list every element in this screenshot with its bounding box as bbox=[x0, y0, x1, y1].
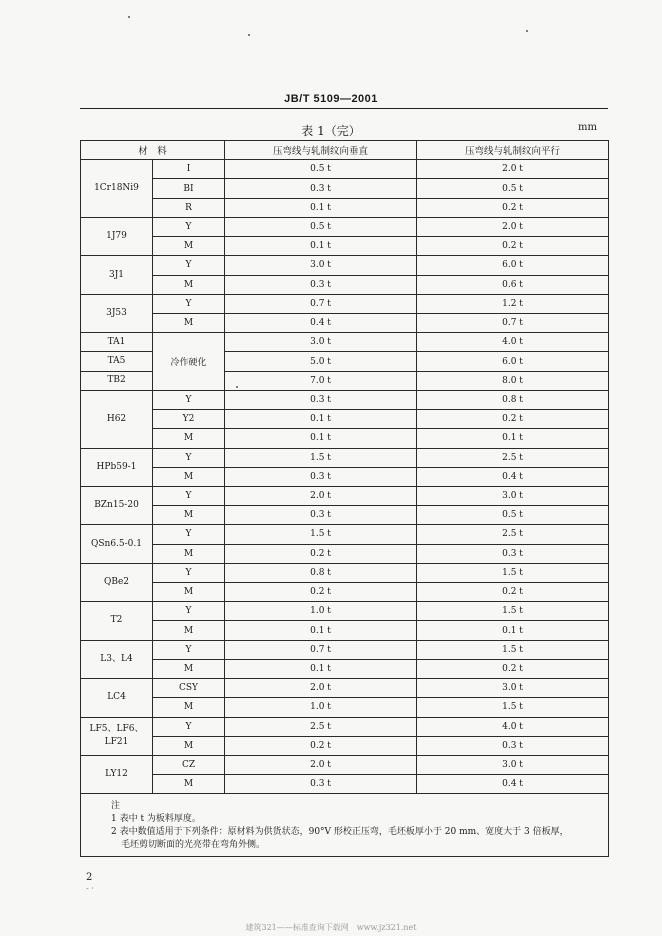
table-row bbox=[81, 217, 609, 236]
state-cell: M bbox=[153, 583, 225, 602]
state-cell: Y bbox=[153, 390, 225, 409]
state-cell: CSY bbox=[153, 679, 225, 698]
state-cell: M bbox=[153, 237, 225, 256]
table-row bbox=[81, 698, 609, 717]
para-value-cell: 0.8 t bbox=[417, 390, 609, 409]
table-row bbox=[81, 717, 609, 736]
state-cell: M bbox=[153, 429, 225, 448]
perp-value-cell: 3.0 t bbox=[225, 256, 417, 275]
material-cell: H62 bbox=[81, 390, 153, 448]
state-cell: 冷作硬化 bbox=[153, 333, 225, 391]
perp-value-cell: 0.1 t bbox=[225, 429, 417, 448]
table-row bbox=[81, 275, 609, 294]
perp-value-cell: 0.3 t bbox=[225, 467, 417, 486]
notes-title: 注 bbox=[111, 801, 121, 812]
para-value-cell: 2.0 t bbox=[417, 160, 609, 179]
perp-value-cell: 0.1 t bbox=[225, 237, 417, 256]
para-value-cell: 1.5 t bbox=[417, 602, 609, 621]
state-cell: Y bbox=[153, 294, 225, 313]
state-cell: M bbox=[153, 698, 225, 717]
para-value-cell: 0.2 t bbox=[417, 237, 609, 256]
para-value-cell: 0.6 t bbox=[417, 275, 609, 294]
table-row bbox=[81, 410, 609, 429]
material-cell: QSn6.5-0.1 bbox=[81, 525, 153, 563]
state-cell: M bbox=[153, 659, 225, 678]
watermark-footer: 建筑321——标准查询下载网 www.jz321.net bbox=[245, 923, 417, 932]
para-value-cell: 4.0 t bbox=[417, 333, 609, 352]
perp-value-cell: 0.5 t bbox=[225, 160, 417, 179]
material-cell: T2 bbox=[81, 602, 153, 640]
notes-row bbox=[81, 794, 609, 857]
state-cell: Y bbox=[153, 217, 225, 236]
header-rule bbox=[80, 108, 608, 109]
table-row bbox=[81, 659, 609, 678]
material-cell: HPb59-1 bbox=[81, 448, 153, 486]
para-value-cell: 0.1 t bbox=[417, 429, 609, 448]
material-cell: LC4 bbox=[81, 679, 153, 717]
perp-value-cell: 0.1 t bbox=[225, 659, 417, 678]
perp-value-cell: 1.5 t bbox=[225, 525, 417, 544]
state-cell: M bbox=[153, 275, 225, 294]
state-cell: M bbox=[153, 467, 225, 486]
table-header-row bbox=[81, 141, 609, 160]
table-row bbox=[81, 179, 609, 198]
para-value-cell: 1.5 t bbox=[417, 698, 609, 717]
material-cell: BZn15-20 bbox=[81, 486, 153, 524]
state-cell: Y bbox=[153, 717, 225, 736]
material-cell: TA1 bbox=[81, 333, 153, 352]
state-cell: Y bbox=[153, 563, 225, 582]
note-1: 1 表中 t 为板料厚度。 bbox=[111, 814, 201, 825]
perp-value-cell: 3.0 t bbox=[225, 333, 417, 352]
table-row bbox=[81, 237, 609, 256]
perp-value-cell: 0.2 t bbox=[225, 544, 417, 563]
perp-value-cell: 0.3 t bbox=[225, 179, 417, 198]
para-value-cell: 1.5 t bbox=[417, 563, 609, 582]
state-cell: BI bbox=[153, 179, 225, 198]
table-caption: 表 1（完） bbox=[301, 124, 361, 138]
perp-value-cell: 1.0 t bbox=[225, 698, 417, 717]
header-perpendicular: 压弯线与轧制纹向垂直 bbox=[225, 141, 417, 160]
para-value-cell: 0.3 t bbox=[417, 544, 609, 563]
table-row bbox=[81, 448, 609, 467]
page-number: 2 bbox=[86, 872, 93, 883]
perp-value-cell: 1.0 t bbox=[225, 602, 417, 621]
perp-value-cell: 2.0 t bbox=[225, 679, 417, 698]
perp-value-cell: 2.0 t bbox=[225, 756, 417, 775]
state-cell: CZ bbox=[153, 756, 225, 775]
perp-value-cell: 0.4 t bbox=[225, 313, 417, 332]
material-cell: 3J53 bbox=[81, 294, 153, 332]
scan-speck bbox=[248, 34, 250, 36]
scan-speck bbox=[526, 30, 528, 32]
unit-label: mm bbox=[578, 122, 597, 133]
para-value-cell: 6.0 t bbox=[417, 256, 609, 275]
table-row bbox=[81, 563, 609, 582]
para-value-cell: 1.5 t bbox=[417, 640, 609, 659]
table-row bbox=[81, 621, 609, 640]
material-cell: LF5、LF6、LF21 bbox=[81, 717, 153, 755]
table-row bbox=[81, 525, 609, 544]
header-material: 材 料 bbox=[81, 141, 225, 160]
para-value-cell: 0.2 t bbox=[417, 410, 609, 429]
table-row bbox=[81, 467, 609, 486]
material-cell: 1Cr18Ni9 bbox=[81, 160, 153, 218]
state-cell: Y bbox=[153, 448, 225, 467]
perp-value-cell: 5.0 t bbox=[225, 352, 417, 371]
para-value-cell: 8.0 t bbox=[417, 371, 609, 390]
state-cell: Y bbox=[153, 256, 225, 275]
material-cell: TA5 bbox=[81, 352, 153, 371]
state-cell: R bbox=[153, 198, 225, 217]
perp-value-cell: 0.1 t bbox=[225, 621, 417, 640]
para-value-cell: 0.7 t bbox=[417, 313, 609, 332]
table-row bbox=[81, 486, 609, 505]
perp-value-cell: 0.8 t bbox=[225, 563, 417, 582]
perp-value-cell: 1.5 t bbox=[225, 448, 417, 467]
para-value-cell: 0.4 t bbox=[417, 775, 609, 794]
table-row bbox=[81, 313, 609, 332]
material-cell: L3、L4 bbox=[81, 640, 153, 678]
state-cell: M bbox=[153, 621, 225, 640]
state-cell: Y bbox=[153, 602, 225, 621]
table-row bbox=[81, 602, 609, 621]
para-value-cell: 1.2 t bbox=[417, 294, 609, 313]
para-value-cell: 0.5 t bbox=[417, 506, 609, 525]
perp-value-cell: 0.7 t bbox=[225, 294, 417, 313]
material-cell: 3J1 bbox=[81, 256, 153, 294]
state-cell: M bbox=[153, 313, 225, 332]
material-cell: LY12 bbox=[81, 756, 153, 794]
perp-value-cell: 0.5 t bbox=[225, 217, 417, 236]
perp-value-cell: 2.0 t bbox=[225, 486, 417, 505]
para-value-cell: 3.0 t bbox=[417, 756, 609, 775]
state-cell: M bbox=[153, 775, 225, 794]
scan-mark: - · bbox=[86, 884, 94, 893]
table-row bbox=[81, 390, 609, 409]
perp-value-cell: 0.1 t bbox=[225, 410, 417, 429]
perp-value-cell: 0.2 t bbox=[225, 583, 417, 602]
standard-header: JB/T 5109—2001 bbox=[284, 93, 378, 105]
table-row bbox=[81, 294, 609, 313]
state-cell: Y bbox=[153, 486, 225, 505]
material-cell: TB2 bbox=[81, 371, 153, 390]
para-value-cell: 0.1 t bbox=[417, 621, 609, 640]
state-cell: Y bbox=[153, 525, 225, 544]
state-cell: Y2 bbox=[153, 410, 225, 429]
table-notes bbox=[81, 794, 609, 857]
table-row bbox=[81, 429, 609, 448]
table-row bbox=[81, 679, 609, 698]
para-value-cell: 6.0 t bbox=[417, 352, 609, 371]
perp-value-cell: 0.3 t bbox=[225, 506, 417, 525]
perp-value-cell: 7.0 t bbox=[225, 371, 417, 390]
material-cell: QBe2 bbox=[81, 563, 153, 601]
perp-value-cell: 0.2 t bbox=[225, 736, 417, 755]
table-row bbox=[81, 198, 609, 217]
para-value-cell: 0.3 t bbox=[417, 736, 609, 755]
scan-speck bbox=[236, 386, 238, 388]
table-row bbox=[81, 256, 609, 275]
para-value-cell: 0.4 t bbox=[417, 467, 609, 486]
bending-radius-table bbox=[80, 140, 609, 857]
header-parallel: 压弯线与轧制纹向平行 bbox=[417, 141, 609, 160]
perp-value-cell: 0.1 t bbox=[225, 198, 417, 217]
table-row bbox=[81, 160, 609, 179]
para-value-cell: 0.5 t bbox=[417, 179, 609, 198]
scan-speck bbox=[128, 16, 130, 18]
state-cell: M bbox=[153, 506, 225, 525]
para-value-cell: 3.0 t bbox=[417, 679, 609, 698]
table-row bbox=[81, 640, 609, 659]
table-row bbox=[81, 775, 609, 794]
table-row bbox=[81, 756, 609, 775]
perp-value-cell: 0.3 t bbox=[225, 275, 417, 294]
para-value-cell: 2.5 t bbox=[417, 448, 609, 467]
table-row bbox=[81, 736, 609, 755]
state-cell: M bbox=[153, 544, 225, 563]
para-value-cell: 0.2 t bbox=[417, 198, 609, 217]
para-value-cell: 4.0 t bbox=[417, 717, 609, 736]
perp-value-cell: 0.3 t bbox=[225, 775, 417, 794]
table-row bbox=[81, 544, 609, 563]
perp-value-cell: 0.7 t bbox=[225, 640, 417, 659]
table-row bbox=[81, 333, 609, 352]
table-row bbox=[81, 506, 609, 525]
para-value-cell: 3.0 t bbox=[417, 486, 609, 505]
note-2: 2 表中数值适用于下列条件：原材料为供货状态，90°V 形校正压弯，毛坯板厚小于 20 mm、宽度大于 3 倍板厚， bbox=[111, 827, 569, 838]
state-cell: I bbox=[153, 160, 225, 179]
perp-value-cell: 2.5 t bbox=[225, 717, 417, 736]
material-cell: 1J79 bbox=[81, 217, 153, 255]
perp-value-cell: 0.3 t bbox=[225, 390, 417, 409]
para-value-cell: 2.5 t bbox=[417, 525, 609, 544]
para-value-cell: 0.2 t bbox=[417, 659, 609, 678]
table-row bbox=[81, 583, 609, 602]
state-cell: M bbox=[153, 736, 225, 755]
note-2-continued: 毛坯剪切断面的光亮带在弯角外侧。 bbox=[121, 840, 266, 851]
state-cell: Y bbox=[153, 640, 225, 659]
para-value-cell: 0.2 t bbox=[417, 583, 609, 602]
para-value-cell: 2.0 t bbox=[417, 217, 609, 236]
